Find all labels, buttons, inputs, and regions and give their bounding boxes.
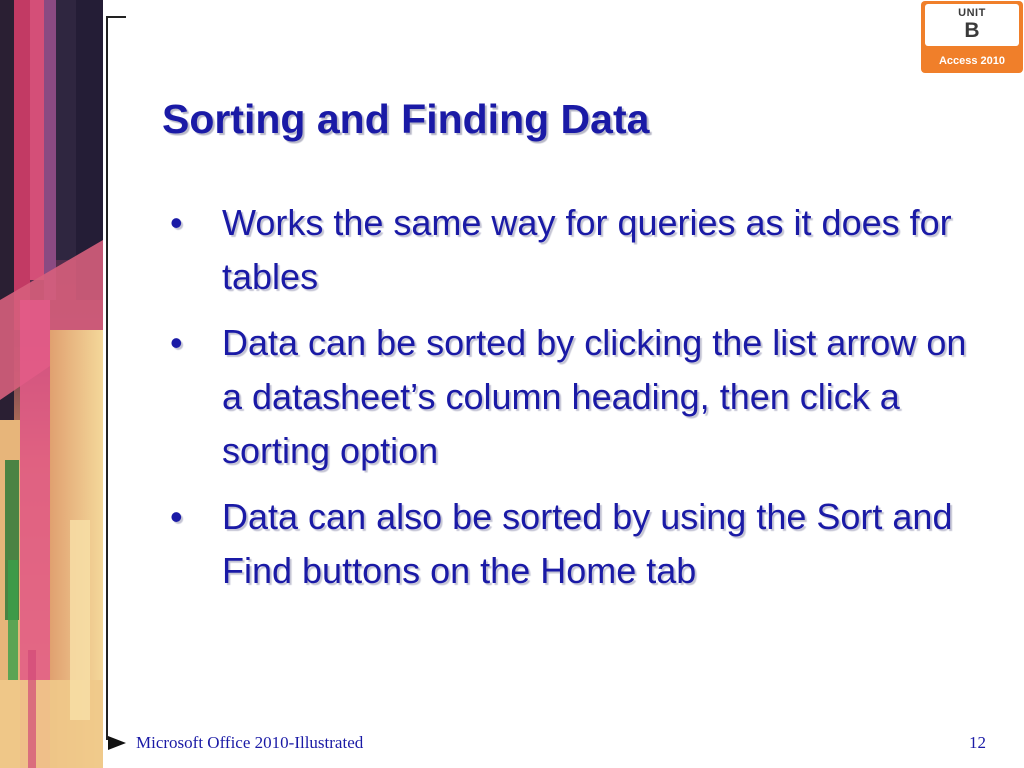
footer-text: Microsoft Office 2010-Illustrated: [136, 733, 364, 752]
page-number: 12: [969, 733, 986, 752]
bullet-dot: •: [170, 496, 183, 537]
corner-bracket-top: [106, 16, 126, 18]
bullet-text: Works the same way for queries as it does for tables: [222, 202, 952, 297]
unit-badge: [921, 1, 1023, 73]
slide-title: Sorting and Finding Data: [162, 96, 650, 142]
bullet-item: [170, 316, 990, 478]
painted-strip-decoration: [0, 0, 103, 768]
corner-bracket-side: [106, 16, 108, 740]
bullet-text: Data can be sorted by clicking the list arrow on a datasheet’s column heading, then click a sorting option: [222, 322, 967, 471]
unit-badge-label-box: [925, 4, 1019, 46]
bullet-list: [170, 196, 990, 610]
unit-letter: B: [964, 19, 980, 42]
bullet-text: Data can also be sorted by using the Sort and Find buttons on the Home tab: [222, 496, 953, 591]
bullet-dot: •: [170, 202, 183, 243]
bullet-item: [170, 196, 990, 304]
bullet-dot: •: [170, 322, 183, 363]
footer-arrow-icon: [108, 736, 126, 750]
bullet-item: [170, 490, 990, 598]
unit-course: Access 2010: [938, 55, 1006, 67]
unit-word: UNIT: [958, 7, 986, 19]
